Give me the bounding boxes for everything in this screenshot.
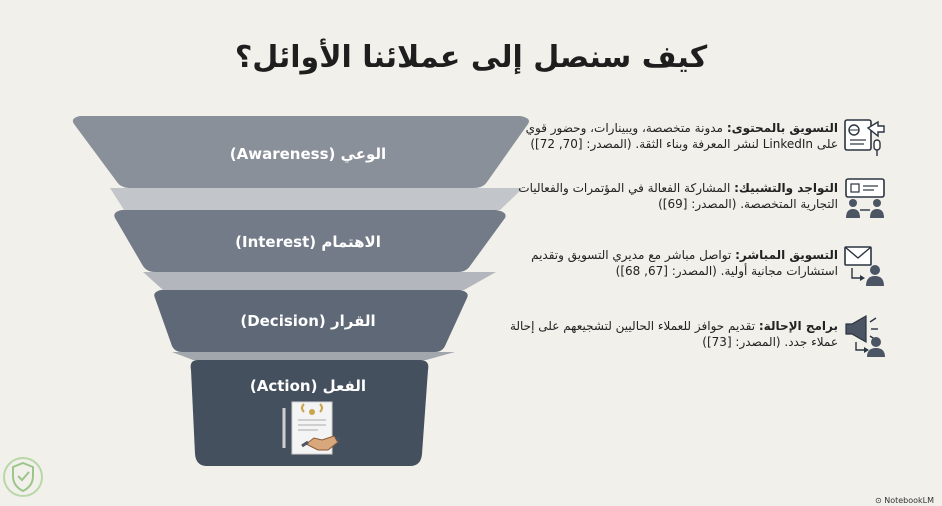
stage-label-interest: الاهتمام (Interest) bbox=[235, 233, 381, 251]
brand-label bbox=[875, 496, 934, 505]
funnel-connector bbox=[172, 352, 455, 360]
brand-text: NotebookLM bbox=[884, 496, 934, 505]
brand-icon: ⊙ bbox=[874, 496, 882, 505]
tactic-networking bbox=[508, 180, 838, 212]
tactic-heading: برامج الإحالة: bbox=[758, 319, 838, 333]
referral-icon bbox=[842, 312, 888, 358]
content-marketing-icon bbox=[842, 116, 888, 158]
funnel-connector bbox=[143, 272, 496, 290]
funnel-connector bbox=[110, 188, 523, 210]
tactic-text: مدونة متخصصة، ويبينارات، وحضور قوي على LinkedIn لنشر المعرفة وبناء الثقة. (المصدر: [70, 72]) bbox=[525, 121, 838, 151]
tactic-content-marketing bbox=[508, 120, 838, 152]
tactic-referral bbox=[508, 318, 838, 350]
watermark-logo bbox=[2, 454, 44, 500]
stage-label-action: الفعل (Action) bbox=[249, 377, 367, 395]
stage-label-decision: القرار (Decision) bbox=[240, 312, 376, 330]
tactic-heading: التسويق المباشر: bbox=[735, 248, 838, 262]
page-title: كيف سنصل إلى عملائنا الأوائل؟ bbox=[234, 40, 708, 75]
tactic-heading: التسويق بالمحتوى: bbox=[726, 121, 838, 135]
tactic-heading: التواجد والتشبيك: bbox=[734, 181, 838, 195]
stage-label-awareness: الوعي (Awareness) bbox=[229, 145, 387, 163]
tactic-text: المشاركة الفعالة في المؤتمرات والفعاليات التجارية المتخصصة. (المصدر: [69]) bbox=[518, 181, 838, 211]
contract-handshake-icon bbox=[284, 402, 340, 454]
networking-icon bbox=[842, 176, 888, 220]
direct-marketing-icon bbox=[842, 244, 888, 288]
tactic-text: تقديم حوافز للعملاء الحاليين لتشجيعهم على إحالة عملاء جدد. (المصدر: [73]) bbox=[509, 319, 838, 349]
tactic-text: تواصل مباشر مع مديري التسويق وتقديم استشارات مجانية أولية. (المصدر: [67, 68]) bbox=[531, 248, 838, 278]
tactic-direct-marketing bbox=[508, 247, 838, 279]
